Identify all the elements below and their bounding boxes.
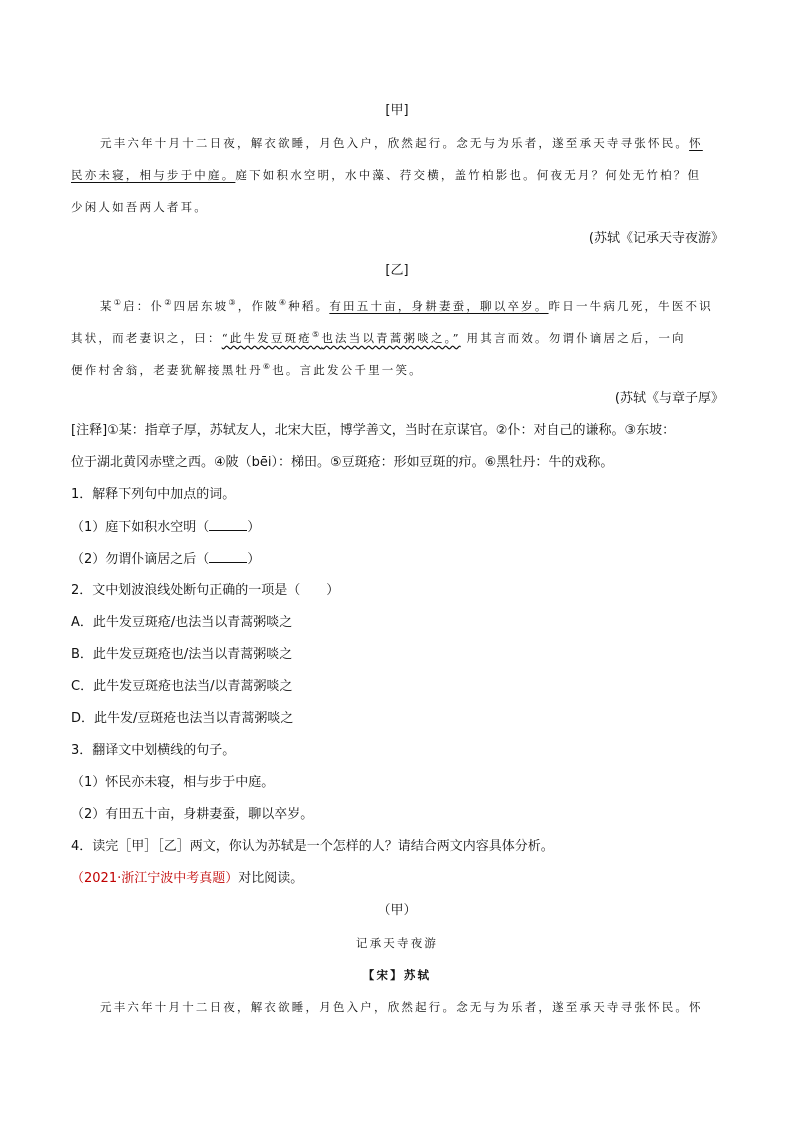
question-3-item-2: （2）有田五十亩，身耕妻蚕，聊以卒岁。 xyxy=(71,807,314,822)
notes-line-1: [注释]①某：指章子厚，苏轼友人，北宋大臣，博学善文，当时在京谋官。②仆：对自己的谦称。③东坡： xyxy=(71,423,676,438)
question-3: 3．翻译文中划横线的句子。 xyxy=(71,743,236,758)
next-section-line-1: 元丰六年十月十二日夜，解衣欲睡，月色入户，欣然起行。念无与为乐者，遂至承天寺寻张怀民。怀 xyxy=(100,1000,703,1014)
question-4: 4．读完［甲］［乙］两文，你认为苏轼是一个怎样的人？请结合两文内容具体分析。 xyxy=(71,839,554,854)
question-1-item-1: （1）庭下如积水空明（ ） xyxy=(71,520,261,535)
next-section-title: 记承天寺夜游 xyxy=(355,936,439,950)
question-2-option-c: C．此牛发豆斑疮也法当/以青蒿粥啖之 xyxy=(71,679,293,694)
passage-jia-source: (苏轼《记承天寺夜游》 xyxy=(588,231,724,246)
next-section-heading: （甲） xyxy=(377,903,417,918)
passage-yi-line-3: 便作村舍翁，老妻犹解接黑牡丹⑥也。言此发公千里一笑。 xyxy=(71,362,423,377)
answer-blank[interactable] xyxy=(209,550,247,563)
passage-yi-heading: [乙] xyxy=(385,263,409,278)
passage-yi-line-1: 某①启：仆②四居东坡③，作陂④种稻。有田五十亩，身耕妻蚕，聊以卒岁。昨日一牛病几死，牛医不识 xyxy=(100,298,713,313)
passage-yi-source: (苏轼《与章子厚》 xyxy=(614,391,724,406)
next-section-intro: （2021·浙江宁波中考真题）对比阅读。 xyxy=(71,871,304,886)
passage-jia-line-1: 元丰六年十月十二日夜，解衣欲睡，月色入户，欣然起行。念无与为乐者，遂至承天寺寻张怀民。怀 xyxy=(100,136,703,150)
question-2-option-d: D．此牛发/豆斑疮也法当以青蒿粥啖之 xyxy=(71,711,294,726)
question-1: 1．解释下列句中加点的词。 xyxy=(71,487,236,502)
notes-line-2: 位于湖北黄冈赤壁之西。④陂（bēi）：梯田。⑤豆斑疮：形如豆斑的疖。⑥黑牡丹：牛的戏称。 xyxy=(71,455,614,470)
passage-jia-line-3: 少闲人如吾两人者耳。 xyxy=(71,200,208,214)
question-1-item-2: （2）勿谓仆谪居之后（ ） xyxy=(71,552,261,567)
passage-jia-line-2: 民亦未寝，相与步于中庭。庭下如积水空明，水中藻、荇交横，盖竹柏影也。何夜无月？何处无竹柏？但 xyxy=(71,168,702,182)
underlined-sentence: 民亦未寝，相与步于中庭。 xyxy=(71,168,236,182)
source-tag: （2021·浙江宁波中考真题） xyxy=(71,871,239,886)
passage-yi-line-2: 其状，而老妻识之，曰：“此牛发豆斑疮⑤也法当以青蒿粥啖之。” 用其言而效。勿谓仆谪居之后，一向 xyxy=(71,330,686,345)
wavy-underlined-sentence: “此牛发豆斑疮⑤也法当以青蒿粥啖之。” xyxy=(221,330,461,345)
passage-jia-heading: [甲] xyxy=(385,103,409,118)
question-3-item-1: （1）怀民亦未寝，相与步于中庭。 xyxy=(71,775,275,790)
question-2-option-b: B．此牛发豆斑疮也/法当以青蒿粥啖之 xyxy=(71,647,293,662)
question-2-option-a: A．此牛发豆斑疮/也法当以青蒿粥啖之 xyxy=(71,615,293,630)
underlined-sentence: 有田五十亩，身耕妻蚕，聊以卒岁。 xyxy=(329,298,549,313)
question-2: 2．文中划波浪线处断句正确的一项是（ ） xyxy=(71,583,340,598)
next-section-author: 【宋】苏轼 xyxy=(362,968,432,982)
answer-blank[interactable] xyxy=(209,518,247,531)
